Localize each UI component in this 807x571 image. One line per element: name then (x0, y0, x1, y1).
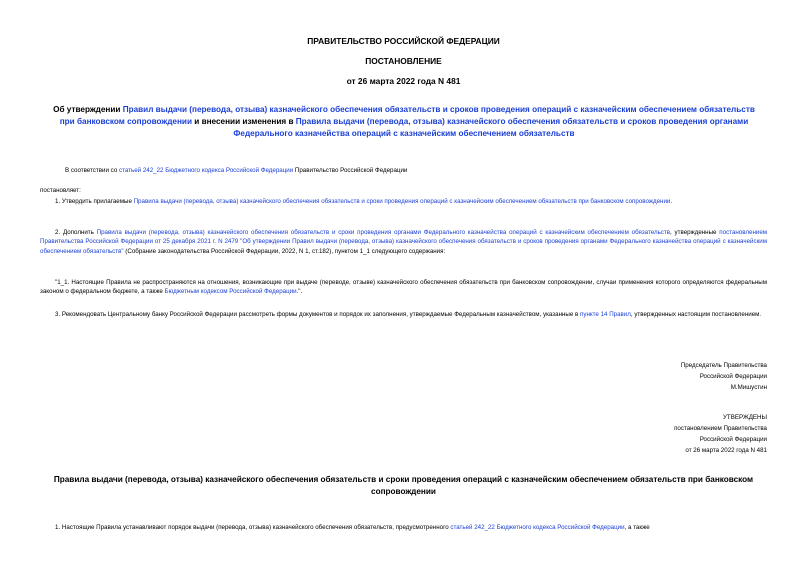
preamble-suffix: Правительство Российской Федерации (293, 167, 408, 174)
preamble-link-budget-code[interactable]: статьей 242_22 Бюджетного кодекса Российской Федерации (118, 167, 294, 174)
item-1-prefix: 1. Утвердить прилагаемые (55, 198, 134, 205)
date-number-heading: от 26 марта 2022 года N 481 (346, 76, 461, 86)
item-2-quote (40, 278, 767, 297)
approved-word: УТВЕРЖДЕНЫ (723, 414, 767, 421)
document-title (48, 104, 760, 140)
decree-word: постановляет: (40, 187, 81, 194)
approved-by: постановлением Правительства (674, 425, 767, 432)
rules-item-1-prefix: 1. Настоящие Правила устанавливают порядок выдачи (перевода, отзыва) казначейского обеспечения обязательств, предусмотренного (55, 524, 451, 531)
quote-link-budget-code[interactable]: Бюджетным кодексом Российской Федерации (164, 288, 297, 296)
rules-item-1-link-budget-code[interactable]: статьей 242_22 Бюджетного кодекса Российской Федерации (450, 524, 625, 531)
signature-block (681, 360, 767, 393)
preamble (65, 166, 767, 175)
approval-stamp (674, 412, 767, 456)
signature-name: М.Мишустин (730, 384, 767, 391)
item-2-prefix: 2. Дополнить (55, 229, 97, 236)
rules-title: Правила выдачи (перевода, отзыва) казначейского обеспечения обязательств и сроки проведения операций с казначейским обеспечением обязательств при банковском сопровождении (53, 475, 754, 496)
item-3 (40, 310, 767, 319)
title-link-amended-rules[interactable]: Правила выдачи (перевода, отзыва) казначейского обеспечения обязательств и сроков проведения органами Федерального казначейства операций с казначейским обеспечением обязательств (233, 117, 749, 138)
rules-item-1-suffix: , а также (624, 524, 650, 531)
item-3-link-paragraph-14[interactable]: пункте 14 Правил (580, 311, 631, 318)
item-2-link-decree-2479[interactable]: постановлением Правительства Российской Федерации от 25 декабря 2021 г. N 2479 "Об утверждении Правил выдачи (перевода, отзыва) казначейского обеспечения обязательств и сроков проведения органами Федерального казначейства операций с казначейским обеспечением обязательств" (40, 229, 768, 255)
signature-country: Российской Федерации (699, 373, 767, 380)
item-1-suffix: . (670, 198, 673, 205)
item-3-suffix: , утвержденных настоящим постановлением. (630, 311, 762, 318)
item-2-suffix: (Собрание законодательства Российской Федерации, 2022, N 1, ст.182), пунктом 1_1 следующего содержания: (123, 247, 446, 255)
quote-text: "1_1. Настоящие Правила не распространяются на отношения, возникающие при выдаче (переводе, отзыве) казначейского обеспечения обязательств при банковском сопровождении, случаи применения которого определяются федеральным законом о федеральном бюджете, а также (40, 279, 767, 296)
title-part1: Об утверждении (53, 105, 123, 114)
title-part2: и внесении изменения в (192, 117, 296, 126)
doc-type-heading: ПОСТАНОВЛЕНИЕ (365, 56, 442, 66)
rules-item-1 (40, 523, 767, 533)
approved-date: от 26 марта 2022 года N 481 (685, 447, 767, 454)
item-2-link-rules[interactable]: Правила выдачи (перевода, отзыва) казначейского обеспечения обязательств и сроки проведения органами Федерального казначейства операций с казначейским обеспечением обязательств (96, 229, 671, 236)
government-heading: ПРАВИТЕЛЬСТВО РОССИЙСКОЙ ФЕДЕРАЦИИ (307, 36, 500, 46)
item-2-mid: , утвержденные (670, 229, 720, 236)
quote-suffix: .". (296, 288, 303, 296)
preamble-prefix: В соответствии со (65, 167, 119, 174)
item-1 (40, 197, 767, 206)
title-link-rules[interactable]: Правил выдачи (перевода, отзыва) казначейского обеспечения обязательств и сроков проведения операций с казначейским обеспечением обязательств при банковском сопровождении (59, 105, 755, 126)
approved-country: Российской Федерации (699, 436, 767, 443)
item-2 (40, 228, 767, 256)
item-3-prefix: 3. Рекомендовать Центральному банку Российской Федерации рассмотреть формы документов и порядок их заполнения, утверждаемые Федеральным казначейством, указанные в (55, 311, 581, 318)
item-1-link-rules[interactable]: Правила выдачи (перевода, отзыва) казначейского обеспечения обязательств и сроки проведения операций с казначейским обеспечением обязательств при банковском сопровождении (133, 198, 671, 205)
signature-position: Председатель Правительства (680, 362, 767, 369)
